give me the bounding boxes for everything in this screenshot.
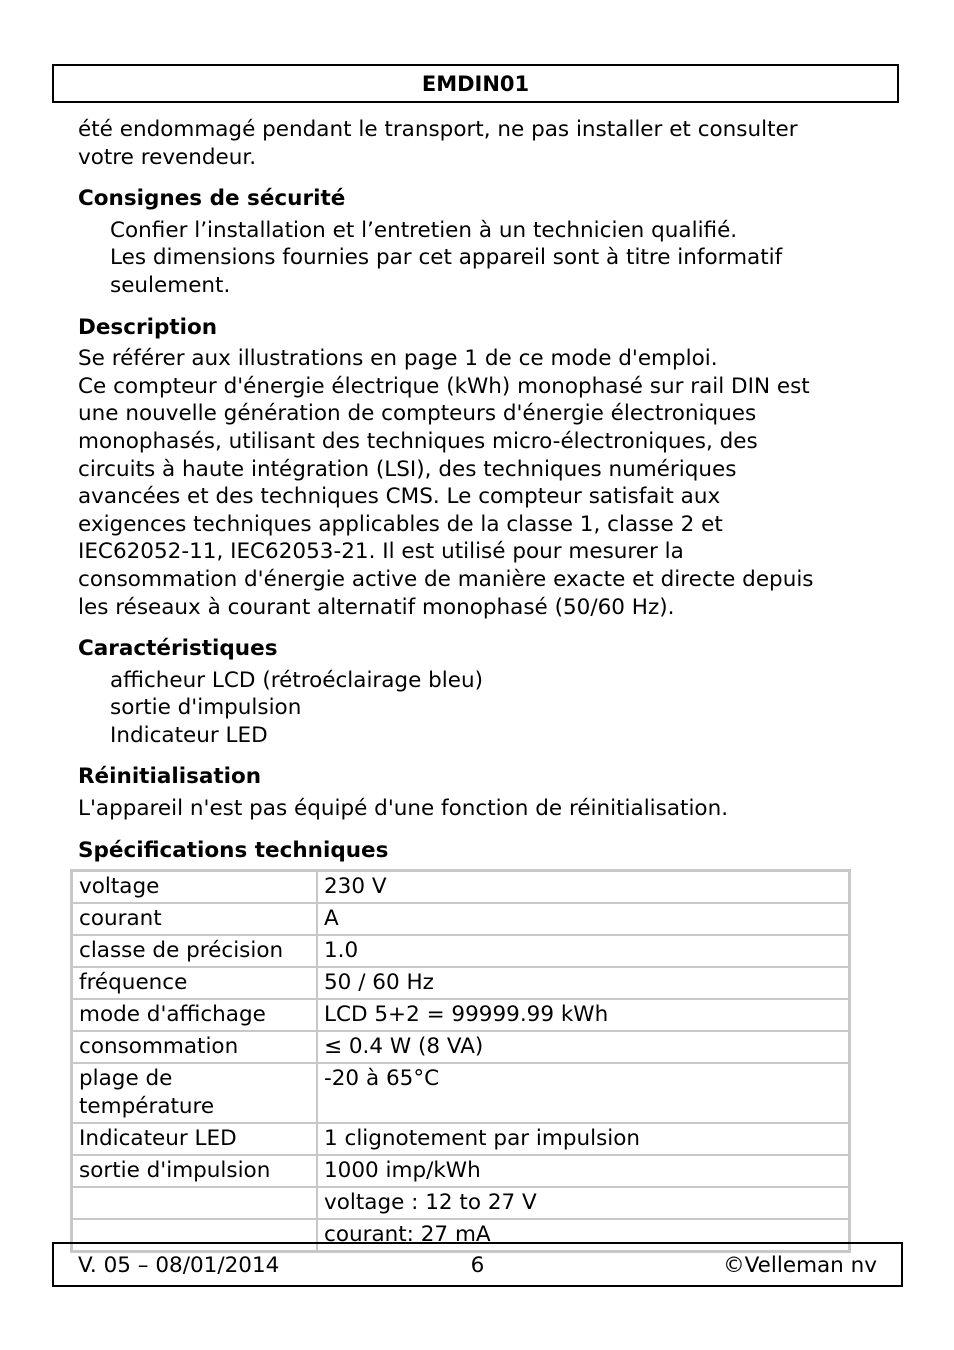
table-row: [72, 1063, 850, 1123]
footer-page-number: 6: [470, 1253, 485, 1278]
description-heading: Description: [78, 314, 218, 340]
spec-label: classe de précision: [72, 935, 318, 967]
reset-heading: Réinitialisation: [78, 764, 262, 790]
table-row: [72, 1123, 850, 1155]
spec-label: mode d'affichage: [72, 999, 318, 1031]
spec-label: plage de température: [72, 1063, 318, 1123]
spec-value: 230 V: [317, 871, 850, 904]
features-heading: Caractéristiques: [78, 636, 278, 662]
intro-line: été endommagé pendant le transport, ne pas installer et consulter: [78, 117, 798, 142]
spec-value: A: [317, 903, 850, 935]
description-line: exigences techniques applicables de la classe 1, classe 2 et: [78, 511, 723, 537]
spec-label: fréquence: [72, 967, 318, 999]
table-row: [72, 999, 850, 1031]
safety-line: Confier l’installation et l’entretien à un technicien qualifié.: [110, 217, 738, 243]
footer-version: V. 05 – 08/01/2014: [78, 1253, 280, 1278]
specs-heading: Spécifications techniques: [78, 837, 389, 863]
description-line: les réseaux à courant alternatif monophasé (50/60 Hz).: [78, 594, 675, 620]
document-header: [52, 64, 899, 103]
description-line: monophasés, utilisant des techniques micro-électroniques, des: [78, 428, 758, 454]
description-line: Ce compteur d'énergie électrique (kWh) monophasé sur rail DIN est: [78, 373, 810, 399]
table-row: [72, 871, 850, 904]
specs-table: [70, 869, 851, 1253]
table-row: [72, 903, 850, 935]
header-title: EMDIN01: [421, 71, 530, 96]
spec-value: LCD 5+2 = 99999.99 kWh: [317, 999, 850, 1031]
spec-label: voltage: [72, 871, 318, 904]
reset-text: L'appareil n'est pas équipé d'une fonction de réinitialisation.: [78, 796, 729, 822]
description-line: circuits à haute intégration (LSI), des techniques numériques: [78, 456, 737, 482]
intro-line: votre revendeur.: [78, 144, 257, 170]
spec-value: 50 / 60 Hz: [317, 967, 850, 999]
description-line: consommation d'énergie active de manière exacte et directe depuis: [78, 566, 814, 592]
description-paragraph: [78, 345, 878, 621]
table-row: [72, 967, 850, 999]
footer-copyright: ©Velleman nv: [723, 1253, 877, 1278]
safety-line: Les dimensions fournies par cet appareil sont à titre informatif: [110, 245, 783, 271]
spec-label: Indicateur LED: [72, 1123, 318, 1155]
spec-value: 1 clignotement par impulsion: [317, 1123, 850, 1155]
feature-item: sortie d'impulsion: [110, 695, 302, 721]
spec-value: ≤ 0.4 W (8 VA): [317, 1031, 850, 1063]
safety-list: [78, 217, 878, 300]
description-line: une nouvelle génération de compteurs d'énergie électroniques: [78, 401, 757, 427]
intro-paragraph: [78, 116, 878, 171]
safety-line: seulement.: [110, 272, 231, 298]
description-line: Se référer aux illustrations en page 1 de ce mode d'emploi.: [78, 346, 718, 372]
spec-label: consommation: [72, 1031, 318, 1063]
spec-label: sortie d'impulsion: [72, 1155, 318, 1187]
spec-label: courant: [72, 903, 318, 935]
description-line: avancées et des techniques CMS. Le compteur satisfait aux: [78, 484, 721, 510]
document-footer: [52, 1242, 903, 1287]
table-row: [72, 1031, 850, 1063]
spec-value: voltage : 12 to 27 V: [317, 1187, 850, 1219]
table-row: [72, 1155, 850, 1187]
table-row: [72, 935, 850, 967]
feature-item: Indicateur LED: [110, 722, 268, 748]
spec-label: [72, 1187, 318, 1219]
description-line: IEC62052-11, IEC62053-21. Il est utilisé pour mesurer la: [78, 539, 684, 565]
spec-value: courant: 27 mA: [317, 1219, 850, 1252]
safety-heading: Consignes de sécurité: [78, 186, 346, 212]
features-list: [78, 667, 878, 750]
spec-value: -20 à 65°C: [317, 1063, 850, 1123]
page-content: [78, 116, 878, 868]
spec-value: 1000 imp/kWh: [317, 1155, 850, 1187]
table-row: [72, 1187, 850, 1219]
feature-item: afficheur LCD (rétroéclairage bleu): [110, 667, 484, 693]
spec-value: 1.0: [317, 935, 850, 967]
